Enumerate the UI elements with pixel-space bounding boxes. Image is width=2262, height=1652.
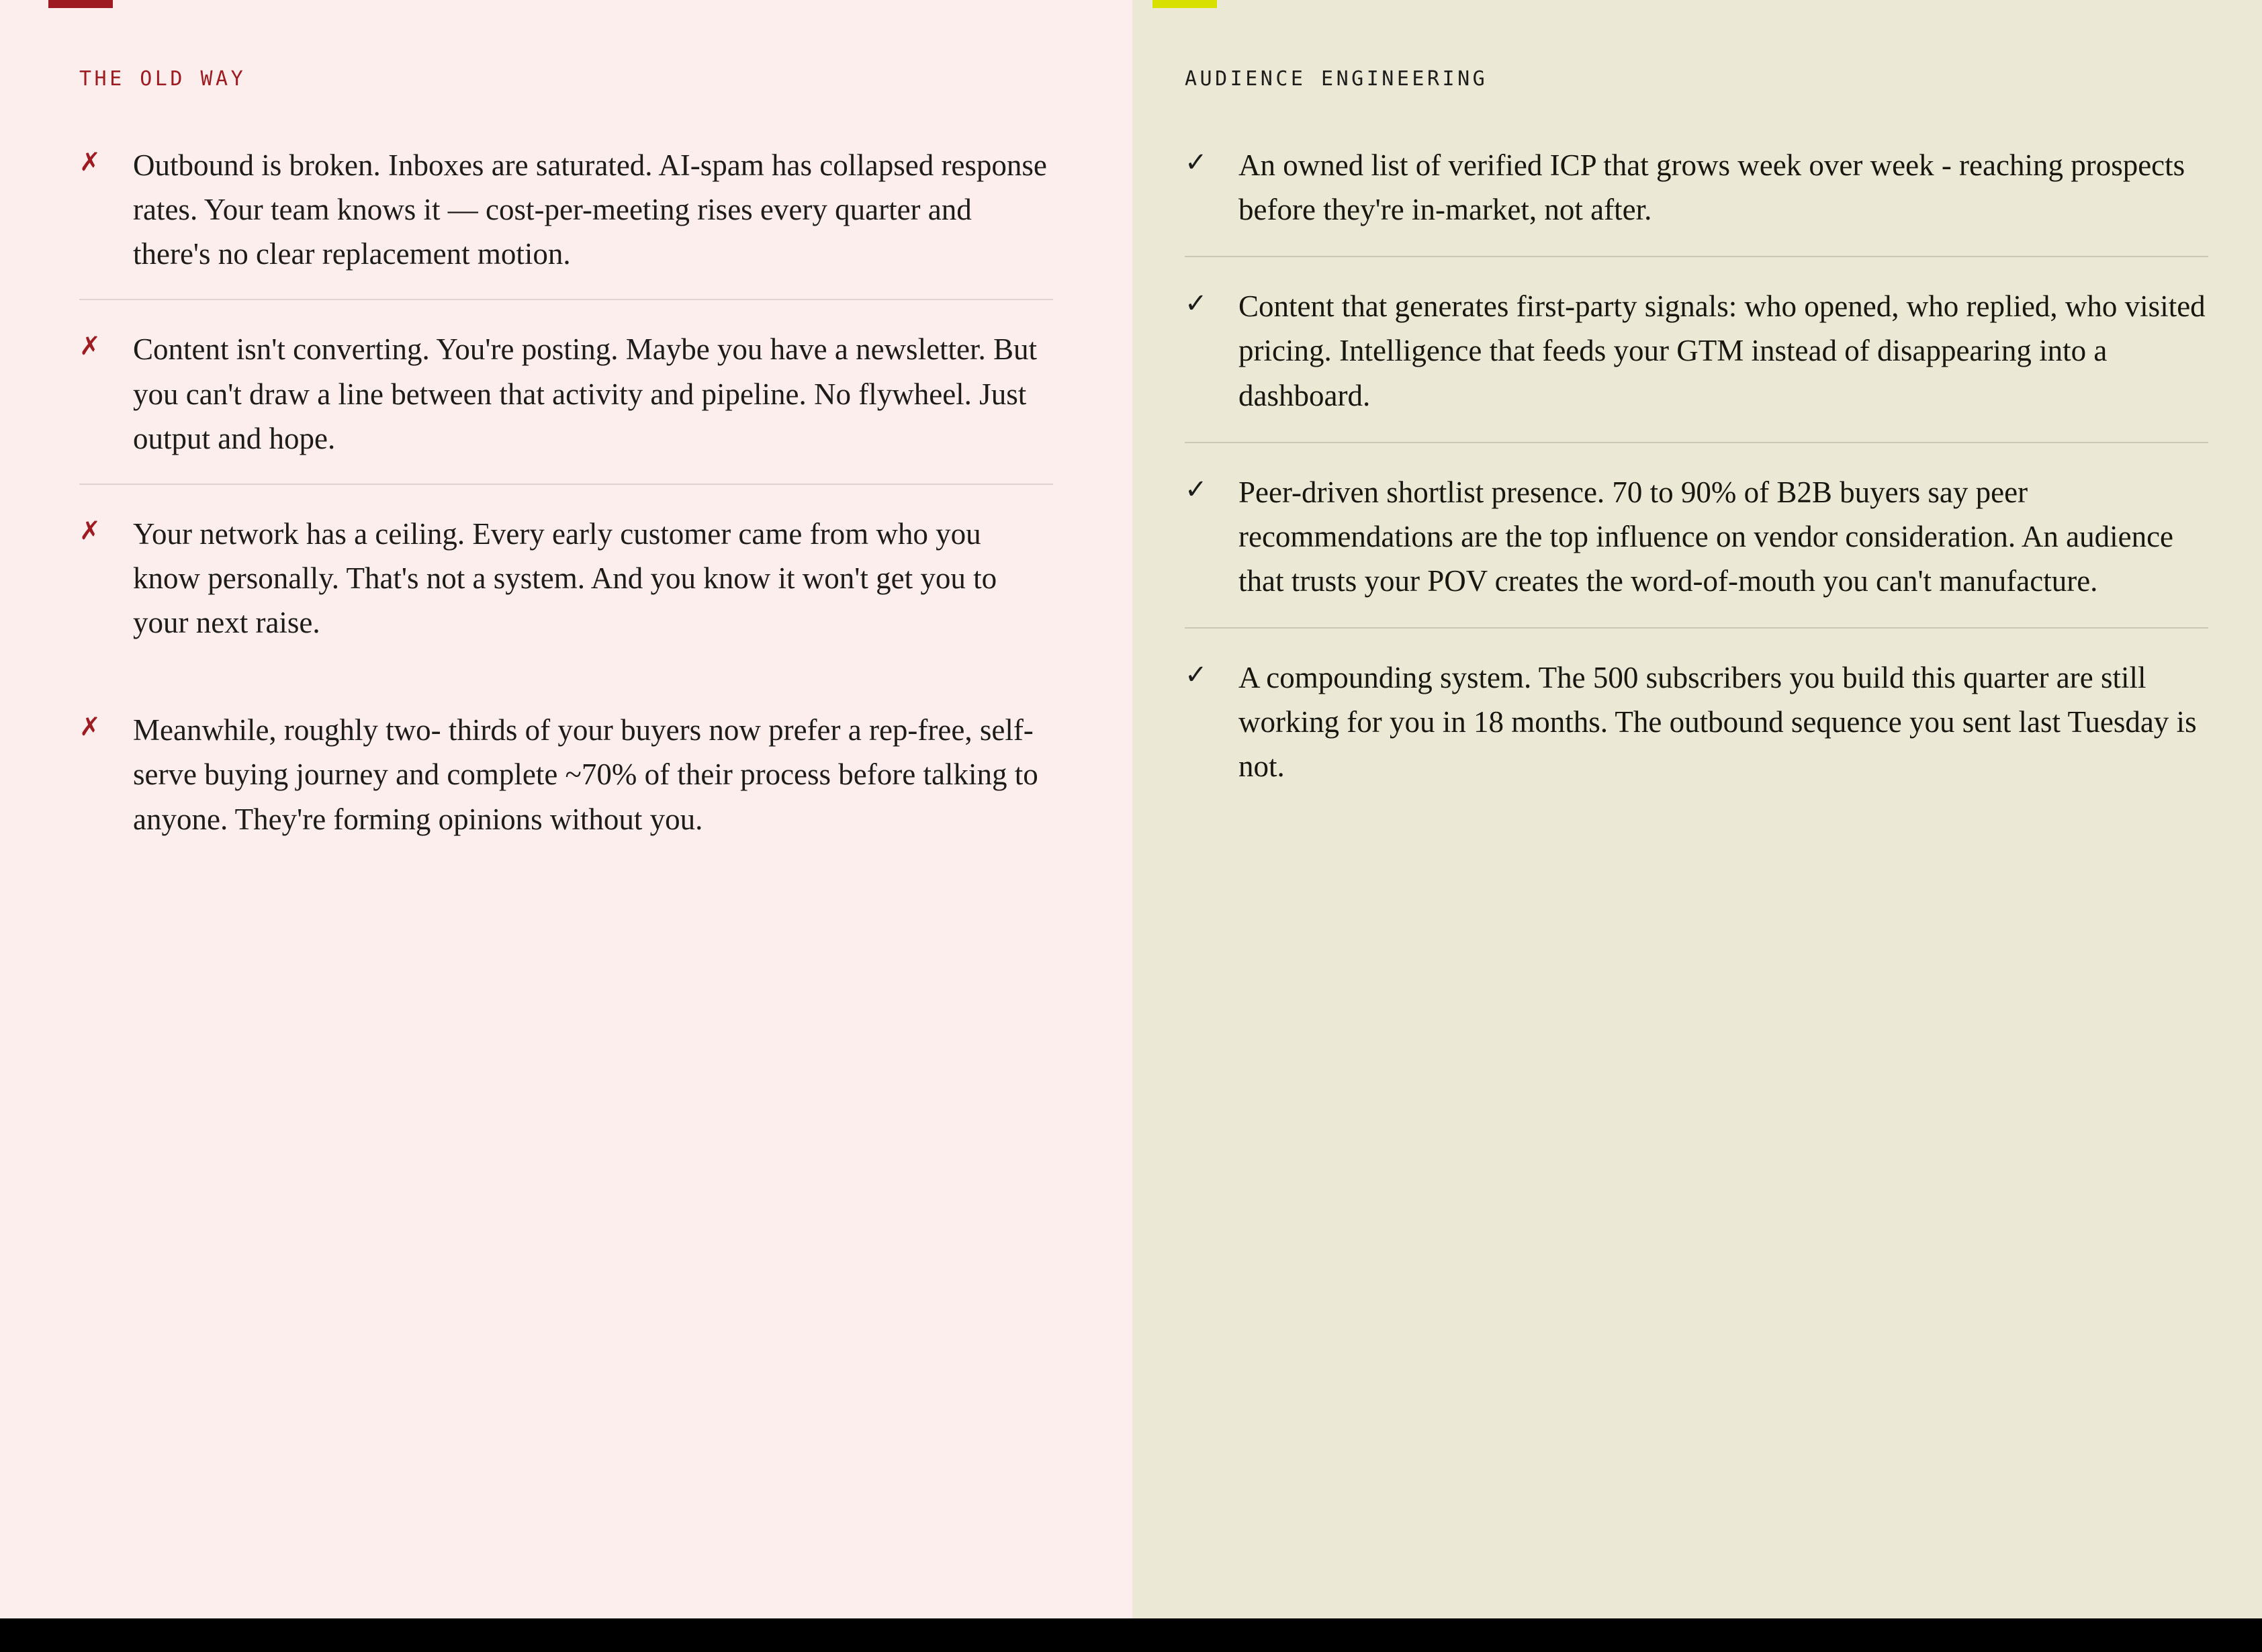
list-item [79, 708, 1053, 864]
cross-icon: ✗ [79, 712, 101, 742]
audience-engineering-list [1185, 143, 2208, 813]
list-item [1185, 627, 2208, 813]
list-item-text: Outbound is broken. Inboxes are saturated. AI-spam has collapsed response rates. Your team knows it — cost-per-meeting rises every quarter and there's no clear replacement motion. [133, 148, 1047, 271]
list-item-text: Peer-driven shortlist presence. 70 to 90% of B2B buyers say peer recommendations are the top influence on vendor consideration. An audience that trusts your POV creates the word-of-mouth you can't manufacture. [1238, 475, 2174, 598]
cross-icon: ✗ [79, 515, 101, 545]
list-item-text: An owned list of verified ICP that grows week over week - reaching prospects before they're in-market, not after. [1238, 148, 2185, 227]
check-icon: ✓ [1185, 659, 1208, 691]
list-item-text: Content isn't converting. You're posting. Maybe you have a newsletter. But you can't draw a line between that activity and pipeline. No flywheel. Just output and hope. [133, 332, 1038, 455]
list-item-text: Meanwhile, roughly two- thirds of your buyers now prefer a rep-free, self-serve buying journey and complete ~70% of their process before talking to anyone. They're forming opinions without you. [133, 713, 1038, 836]
check-icon: ✓ [1185, 147, 1208, 178]
list-item [1185, 256, 2208, 441]
column-audience-engineering-kicker: AUDIENCE ENGINEERING [1185, 67, 1488, 91]
accent-bar-left [48, 0, 113, 8]
check-icon: ✓ [1185, 473, 1208, 505]
cross-icon: ✗ [79, 331, 101, 361]
column-old-way-content [0, 0, 1132, 864]
list-item-text: Your network has a ceiling. Every early customer came from who you know personally. That's not a system. And you know it won't get you to your next raise. [133, 516, 997, 640]
list-item [79, 484, 1053, 668]
list-item [79, 299, 1053, 483]
column-old-way [0, 0, 1132, 1618]
column-audience-engineering-content [1132, 0, 2262, 813]
list-item-text: A compounding system. The 500 subscribers you build this quarter are still working for you in 18 months. The outbound sequence you sent last Tuesday is not. [1238, 661, 2197, 784]
list-item [79, 143, 1053, 299]
accent-bar-right [1152, 0, 1217, 8]
list-item-text: Content that generates first-party signals: who opened, who replied, who visited pricing. Intelligence that feeds your GTM instead of disappearing into a dashboard. [1238, 289, 2206, 412]
column-old-way-kicker: THE OLD WAY [79, 67, 246, 91]
list-item [1185, 143, 2208, 256]
cross-icon: ✗ [79, 147, 101, 177]
old-way-list [79, 143, 1053, 864]
column-audience-engineering [1132, 0, 2262, 1618]
check-icon: ✓ [1185, 288, 1208, 320]
list-item [1185, 442, 2208, 627]
list-spacer [79, 668, 1053, 708]
